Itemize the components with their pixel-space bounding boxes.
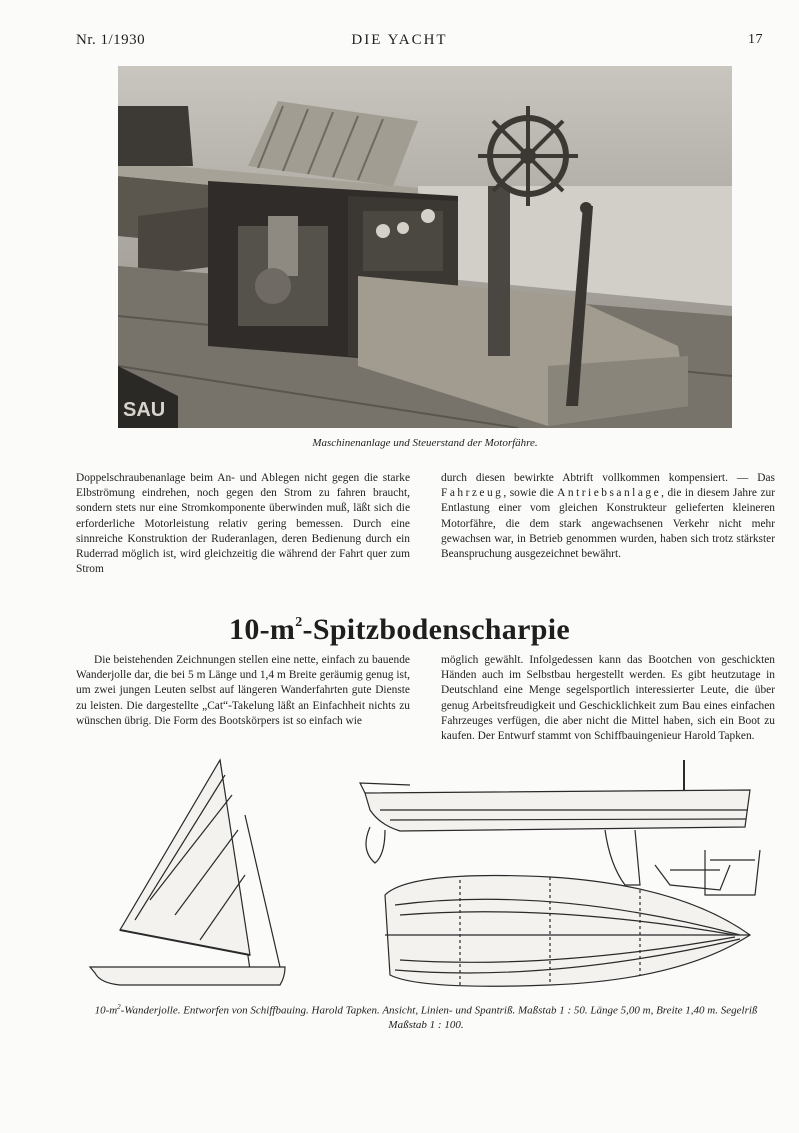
article2-right-column [441, 653, 775, 744]
article1-left-column [76, 471, 410, 577]
article1-right-text-b: , sowie die [503, 487, 558, 500]
article1-right-text-c: , die in diesem Jahre zur Entlastung einer vom gleichen Konstrukteur gelieferten kleineren Motorfähre, die dem stark angewachsenen Verkehr nicht mehr gewachsen war, in Betrieb genommen wurden, haben sich trotz stärkster Beanspruchung ausgezeichnet bewährt. [441, 487, 775, 561]
lines-plan [385, 875, 750, 987]
drawing-caption-part-b: -Wanderjolle. Entworfen von Schiffbauing. Harold Tapken. Ansicht, Linien- und Spantriß. Maßstab 1 : 50. Länge 5,00 m, Breite 1,40 m. Segelriß Maßstab 1 : 100. [120, 1004, 758, 1031]
page-number: 17 [748, 32, 763, 47]
drawing-caption-part-a: 10-m [94, 1004, 118, 1017]
headline-superscript: 2 [295, 615, 303, 630]
headline-part-a: 10-m [229, 613, 296, 646]
magazine-title: DIE YACHT [351, 32, 448, 48]
photo-caption: Maschinenanlage und Steuerstand der Motorfähre. [312, 437, 538, 449]
fahrzeug-spaced: Fahrzeug [441, 487, 504, 500]
article1-right-column [441, 471, 775, 562]
antriebsanlage-spaced: Antriebsanlage [557, 487, 662, 500]
article2-left-column [76, 653, 410, 729]
article2-right-text: möglich gewählt. Infolgedessen kann das Bootchen von geschickten Händen auch im Selbstbau hergestellt werden. Es gibt heutzutage in Deutschland eine Menge segelsportlich interessierter Leute, die über genug Arbeitsfreudigkeit und Geschicklichkeit zum Bau eines einfachen Fahrzeuges verfügen, die aber nicht die Mittel haben, sich ein Boot zu kaufen. Der Entwurf stammt von Schiffbauingenieur Harold Tapken. [441, 654, 775, 743]
boat-plans [80, 755, 780, 1000]
article2-headline [0, 613, 799, 647]
boat-plans-drawing [80, 755, 780, 1000]
drawing-caption-superscript: 2 [117, 1003, 121, 1011]
engine-and-helm-photo [118, 66, 732, 428]
hull-profile [360, 760, 750, 885]
article1-right-paragraph [441, 471, 775, 562]
issue-number: Nr. 1/1930 [76, 32, 146, 48]
svg-text:SAU: SAU [123, 399, 166, 421]
body-plan [655, 850, 760, 895]
article1-right-text-a: durch diesen bewirkte Abtrift vollkommen kompensiert. — Das [441, 472, 775, 484]
sail-plan [90, 760, 285, 985]
headline-part-b: -Spitzbodenscharpie [302, 613, 570, 646]
article1-left-text: Doppelschraubenanlage beim An- und Ablegen nicht gegen die starke Elbströmung eindrehen, noch gegen den Strom zu fahren braucht, sondern stets nur eine Stromkomponente überwinden muß, läßt sich die erforderliche Motorleistung relativ gering bemessen. Durch eine sinnreiche Konstruktion der Ruderanlagen, deren Bedienung durch ein Ruderrad möglich ist, wird gleichzeitig die während der Fahrt quer zum Strom [76, 472, 410, 576]
article2-left-text: Die beistehenden Zeichnungen stellen eine nette, einfach zu bauende Wanderjolle dar, die bei 5 m Länge und 1,4 m Breite geräumig genug ist, um zwei jungen Leuten selbst auf längeren Wanderfahrten gute Dienste zu leisten. Die dargestellte „Cat“-Takelung läßt an Einfachheit nichts zu wünschen übrig. Die Form des Bootskörpers ist so einfach wie [76, 654, 410, 727]
drawing-caption [86, 1000, 766, 1032]
photo-illustration [118, 66, 732, 428]
